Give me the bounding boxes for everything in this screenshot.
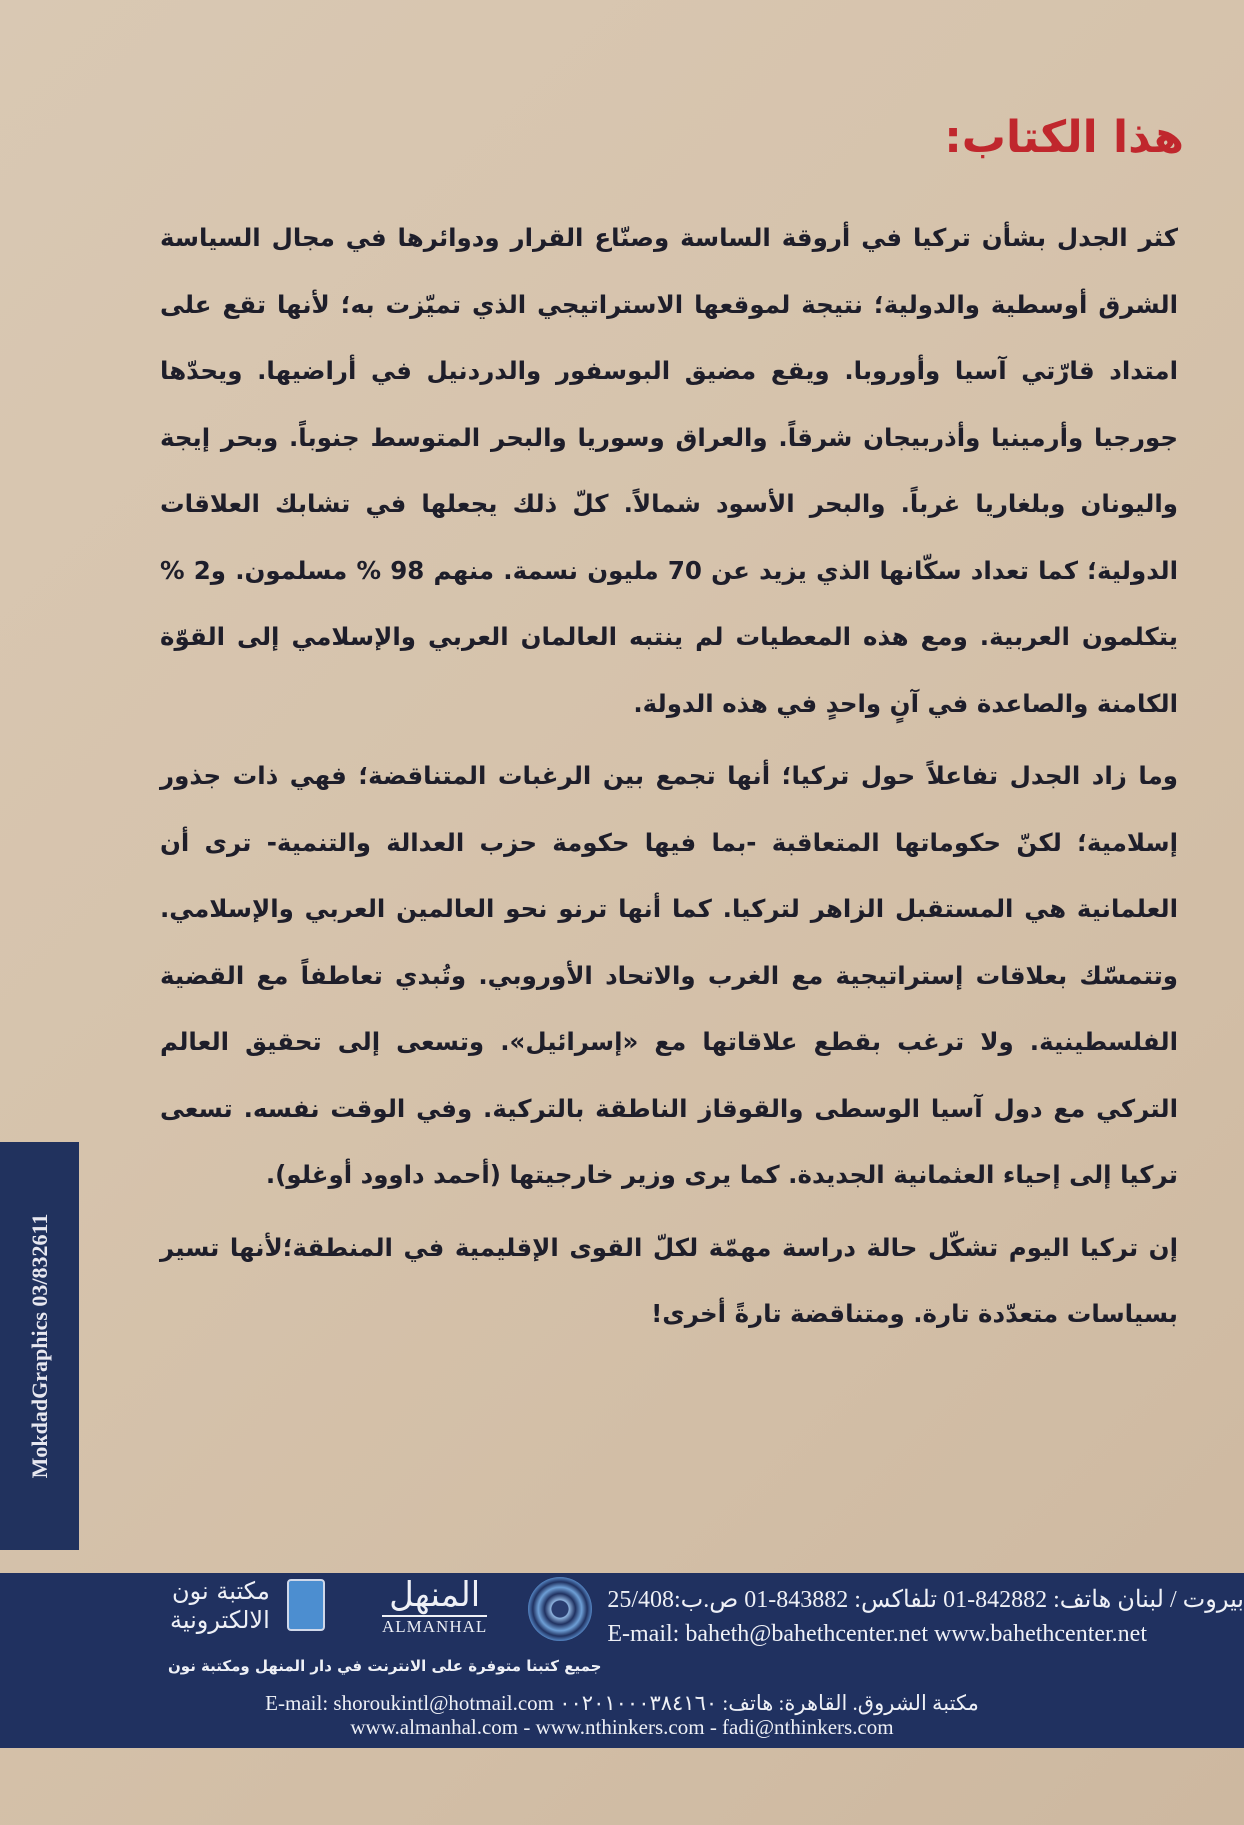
publisher-footer bbox=[0, 1573, 1244, 1748]
designer-credit: MokdadGraphics 03/832611 bbox=[26, 1213, 52, 1479]
paragraph: وما زاد الجدل تفاعلاً حول تركيا؛ أنها تجمع بين الرغبات المتناقضة؛ فهي ذات جذور إسلامية؛ لكنّ حكوماتها المتعاقبة -بما فيها حكومة حزب العدالة والتنمية- ترى أن العلمانية هي المستقبل الزاهر لتركيا. كما أنها ترنو نحو العالمين العربي والإسلامي. وتتمسّك بعلاقات إستراتيجية مع الغرب والاتحاد الأوروبي. وتُبدي تعاطفاً مع القضية الفلسطينية. ولا ترغب بقطع علاقاتها مع «إسرائيل». وتسعى إلى تحقيق العالم التركي مع دول آسيا الوسطى والقوقاز الناطقة بالتركية. وفي الوقت نفسه. تسعى تركيا إلى إحياء العثمانية الجديدة. كما يرى وزير خارجيتها (أحمد داوود أوغلو). bbox=[160, 761, 1178, 1189]
cairo-contact bbox=[0, 1691, 1244, 1739]
section-title: هذا الكتاب: bbox=[944, 112, 1184, 163]
blurb-text bbox=[160, 205, 1178, 1354]
almanhal-latin: ALMANHAL bbox=[382, 1617, 488, 1636]
shorouk-contact: مكتبة الشروق. القاهرة: هاتف: ٠٠٢٠١٠٠٠٣٨٤١٦٠ E-mail: shoroukintl@hotmail.com bbox=[265, 1691, 979, 1715]
paragraph: إن تركيا اليوم تشكّل حالة دراسة مهمّة لكلّ القوى الإقليمية في المنطقة؛لأنها تسير بسياسات متعدّدة تارة. ومتناقضة تارةً أخرى! bbox=[160, 1232, 1178, 1328]
noon-logo-icon bbox=[287, 1579, 325, 1631]
noon-subtitle: الالكترونية bbox=[170, 1606, 270, 1634]
beirut-email-web: E-mail: baheth@bahethcenter.net www.bahethcenter.net bbox=[607, 1621, 1148, 1647]
noon-library-logo-text bbox=[170, 1577, 270, 1635]
noon-name: مكتبة نون bbox=[172, 1577, 270, 1605]
designer-credit-strip bbox=[0, 1142, 79, 1550]
availability-note: جميع كتبنا متوفرة على الانترنت في دار المنهل ومكتبة نون bbox=[168, 1657, 602, 1675]
websites: www.almanhal.com - www.nthinkers.com - fadi@nthinkers.com bbox=[350, 1715, 894, 1739]
beirut-phone: بيروت / لبنان هاتف: 842882-01 تلفاكس: 843882-01 ص.ب:25/408 bbox=[607, 1587, 1244, 1613]
almanhal-arabic: المنهل bbox=[389, 1575, 481, 1615]
paragraph: كثر الجدل بشأن تركيا في أروقة الساسة وصنّاع القرار ودوائرها في مجال السياسة الشرق أوسطية والدولية؛ نتيجة لموقعها الاستراتيجي الذي تميّزت به؛ لأنها تقع على امتداد قارّتي آسيا وأوروبا. ويقع مضيق البوسفور والدردنيل في أراضيها. ويحدّها جورجيا وأرمينيا وأذربيجان شرقاً. والعراق وسوريا والبحر المتوسط جنوباً. وبحر إيجة واليونان وبلغاريا غرباً. والبحر الأسود شمالاً. كلّ ذلك يجعلها في تشابك العلاقات الدولية؛ كما تعداد سكّانها الذي يزيد عن 70 مليون نسمة. منهم 98 % مسلمون. و2 % يتكلمون العربية. ومع هذه المعطيات لم ينتبه العالمان العربي والإسلامي إلى القوّة الكامنة والصاعدة في آنٍ واحدٍ في هذه الدولة. bbox=[160, 223, 1178, 718]
almanhal-emblem-icon bbox=[528, 1577, 592, 1641]
beirut-contact bbox=[607, 1583, 1244, 1651]
almanhal-logo bbox=[382, 1575, 487, 1637]
